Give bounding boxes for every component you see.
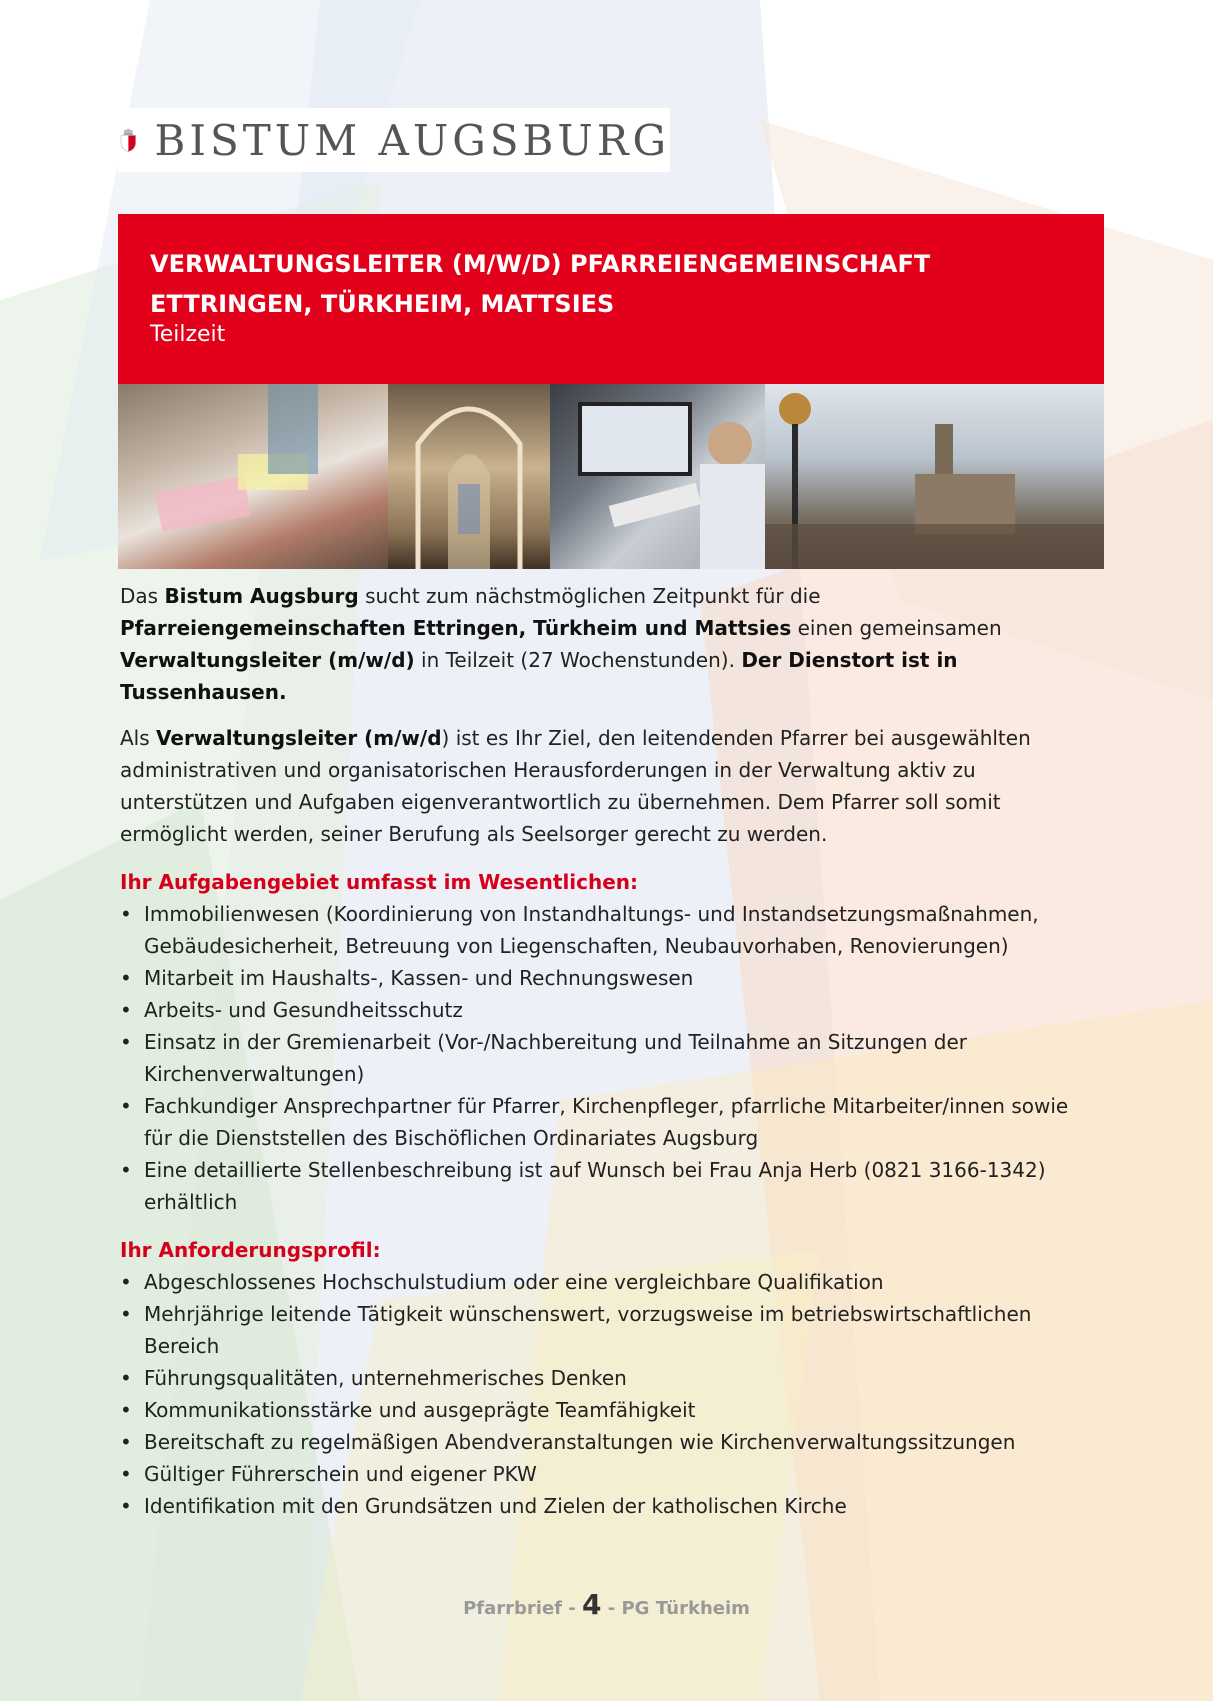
bistum-logo: [118, 108, 670, 172]
list-item: • Abgeschlossenes Hochschulstudium oder eine vergleichbare Qualifikation: [120, 1266, 1100, 1298]
photo-teamwork: [118, 384, 388, 569]
photo-city-view: [765, 384, 1104, 569]
page-footer: [0, 1588, 1213, 1621]
list-item: • Mitarbeit im Haushalts-, Kassen- und Rechnungswesen: [120, 962, 1100, 994]
intro-text: einen gemeinsamen: [791, 616, 1002, 640]
title-banner: [118, 214, 1104, 384]
list-item: • Kommunikationsstärke und ausgeprägte Teamfähigkeit: [120, 1394, 1100, 1426]
intro-bold: Bistum Augsburg: [164, 584, 359, 608]
role-text: Als: [120, 726, 157, 750]
intro-bold: Pfarreiengemeinschaften Ettringen, Türkheim und Mattsies: [120, 616, 792, 640]
list-item: • Eine detaillierte Stellenbeschreibung ist auf Wunsch bei Frau Anja Herb (0821 3166-1342) erhältlich: [120, 1154, 1100, 1218]
intro-text: in Teilzeit (27 Wochenstunden).: [414, 648, 742, 672]
footer-left: Pfarrbrief -: [463, 1598, 582, 1619]
list-item: • Gültiger Führerschein und eigener PKW: [120, 1458, 1100, 1490]
photo-church-interior: [388, 384, 550, 569]
coat-of-arms-icon: [118, 109, 139, 171]
list-item: • Immobilienwesen (Koordinierung von Instandhaltungs- und Instandsetzungsmaßnahmen, Gebäudesicherheit, Betreuung von Liegenschaften, Neubauvorhaben, Renovierungen): [120, 898, 1100, 962]
intro-text: sucht zum nächstmöglichen Zeitpunkt für die: [358, 584, 821, 608]
list-item: • Bereitschaft zu regelmäßigen Abendveranstaltungen wie Kirchenverwaltungssitzungen: [120, 1426, 1100, 1458]
tasks-heading: Ihr Aufgabengebiet umfasst im Wesentlichen:: [120, 870, 639, 894]
list-item: • Identifikation mit den Grundsätzen und Zielen der katholischen Kirche: [120, 1490, 1100, 1522]
main-text: [120, 580, 1100, 1532]
list-item: • Einsatz in der Gremienarbeit (Vor-/Nachbereitung und Teilnahme an Sitzungen der Kirchenverwaltungen): [120, 1026, 1100, 1090]
intro-text: Das: [120, 584, 165, 608]
job-title: VERWALTUNGSLEITER (M/W/D) PFARREIENGEMEINSCHAFT ETTRINGEN, TÜRKHEIM, MATTSIES: [150, 250, 931, 318]
tasks-list: [120, 898, 1100, 1218]
intro-bold: Verwaltungsleiter (m/w/d): [120, 648, 415, 672]
list-item: • Arbeits- und Gesundheitsschutz: [120, 994, 1100, 1026]
role-text: ) ist es Ihr Ziel, den leitendenden Pfarrer bei ausgewählten administrativen und organisatorischen Herausforderungen in der Verwaltung aktiv zu unterstützen und Aufgaben eigenverantwortlich zu übernehmen. Dem Pfarrer soll somit ermöglicht werden, seiner Berufung als Seelsorger gerecht zu werden.: [120, 726, 1031, 846]
logo-text: BISTUM AUGSBURG: [154, 115, 670, 165]
role-paragraph: [120, 722, 1100, 850]
role-bold: Verwaltungsleiter (m/w/d: [156, 726, 442, 750]
intro-bold: Der Dienstort ist in Tussenhausen.: [120, 648, 958, 704]
list-item: • Mehrjährige leitende Tätigkeit wünschenswert, vorzugsweise im betriebswirtschaftlichen Bereich: [120, 1298, 1100, 1362]
job-type: Teilzeit: [150, 322, 226, 347]
photo-strip: [118, 384, 1104, 569]
profile-heading: Ihr Anforderungsprofil:: [120, 1238, 381, 1262]
intro-paragraph: [120, 580, 1100, 708]
list-item: • Fachkundiger Ansprechpartner für Pfarrer, Kirchenpfleger, pfarrliche Mitarbeiter/innen sowie für die Dienststellen des Bischöflichen Ordinariates Augsburg: [120, 1090, 1100, 1154]
page-number: 4: [582, 1588, 602, 1621]
list-item: • Führungsqualitäten, unternehmerisches Denken: [120, 1362, 1100, 1394]
footer-right: - PG Türkheim: [601, 1598, 750, 1619]
profile-list: [120, 1266, 1100, 1522]
photo-office: [550, 384, 765, 569]
